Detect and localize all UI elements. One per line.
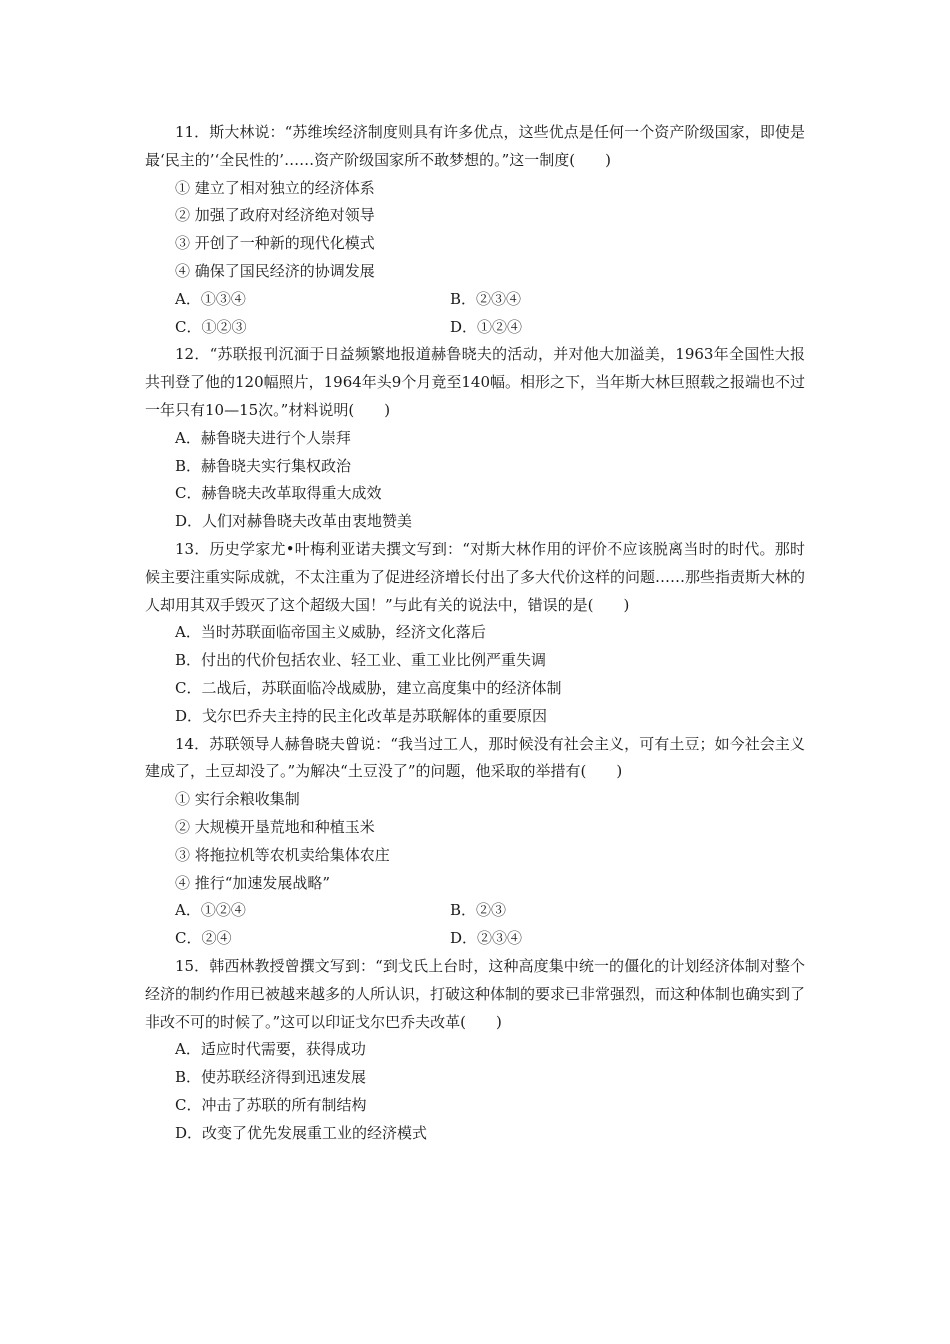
option-row — [175, 286, 805, 314]
option-c: C．②④ — [175, 929, 232, 948]
statement-item: ① 实行余粮收集制 — [175, 790, 300, 809]
option-c: C．二战后，苏联面临冷战威胁，建立高度集中的经济体制 — [175, 678, 562, 697]
question-15 — [145, 953, 805, 1148]
option-b: B．②③ — [450, 901, 507, 920]
document-page — [145, 119, 805, 1147]
statement-item: ① 建立了相对独立的经济体系 — [175, 178, 375, 197]
option-row — [175, 925, 805, 953]
question-12 — [145, 341, 805, 536]
option-d: D．②③④ — [450, 929, 523, 948]
question-stem: 14．苏联领导人赫鲁晓夫曾说：“我当过工人，那时候没有社会主义，可有土豆；如今社会主义建成了，土豆却没了。”为解决“土豆没了”的问题，他采取的举措有( ) — [145, 734, 805, 781]
question-14 — [145, 731, 805, 953]
statement-item: ④ 推行“加速发展战略” — [175, 873, 331, 892]
statement-item: ③ 开创了一种新的现代化模式 — [175, 234, 375, 253]
question-stem: 11．斯大林说：“苏维埃经济制度则具有许多优点，这些优点是任何一个资产阶级国家，即使是最‘民主的’‘全民性的’……资产阶级国家所不敢梦想的。”这一制度( ) — [145, 123, 805, 169]
option-a: A．赫鲁晓夫进行个人崇拜 — [175, 428, 351, 447]
statement-item: ③ 将拖拉机等农机卖给集体农庄 — [175, 845, 390, 864]
option-d: D．人们对赫鲁晓夫改革由衷地赞美 — [175, 512, 413, 531]
option-row — [175, 897, 805, 925]
option-row — [175, 314, 805, 342]
option-a: A．①②④ — [175, 901, 246, 920]
option-d: D．戈尔巴乔夫主持的民主化改革是苏联解体的重要原因 — [175, 706, 548, 725]
option-a: A．当时苏联面临帝国主义威胁，经济文化落后 — [175, 623, 486, 642]
option-b: B．赫鲁晓夫实行集权政治 — [175, 456, 352, 475]
question-stem: 13．历史学家尤•叶梅利亚诺夫撰文写到：“对斯大林作用的评价不应该脱离当时的时代。那时候主要注重实际成就，不太注重为了促进经济增长付出了多大代价这样的问题……那些指责斯大林的人却用其双手毁灭了这个超级大国！”与此有关的说法中，错误的是( ) — [145, 539, 806, 614]
option-c: C．①②③ — [175, 317, 247, 336]
question-stem: 12．“苏联报刊沉湎于日益频繁地报道赫鲁晓夫的活动，并对他大加溢美，1963年全国性大报共刊登了他的120幅照片，1964年头9个月竟至140幅。相形之下，当年斯大林巨照载之报端也不过一年只有10—15次。”材料说明( ) — [145, 345, 805, 419]
option-d: D．改变了优先发展重工业的经济模式 — [175, 1123, 428, 1142]
option-c: C．赫鲁晓夫改革取得重大成效 — [175, 484, 382, 503]
question-13 — [145, 536, 805, 731]
option-c: C．冲击了苏联的所有制结构 — [175, 1095, 367, 1114]
option-a: A．①③④ — [175, 289, 246, 308]
question-stem: 15．韩西林教授曾撰文写到：“到戈氏上台时，这种高度集中统一的僵化的计划经济体制对整个经济的制约作用已被越来越多的人所认识，打破这种体制的要求已非常强烈，而这种体制也确实到了非改不可的时候了。”这可以印证戈尔巴乔夫改革( ) — [145, 956, 806, 1031]
option-a: A．适应时代需要，获得成功 — [175, 1040, 366, 1059]
statement-item: ② 加强了政府对经济绝对领导 — [175, 206, 375, 225]
option-b: B．②③④ — [450, 289, 522, 308]
option-d: D．①②④ — [450, 317, 523, 336]
statement-item: ④ 确保了国民经济的协调发展 — [175, 261, 375, 280]
statement-item: ② 大规模开垦荒地和种植玉米 — [175, 817, 375, 836]
option-b: B．使苏联经济得到迅速发展 — [175, 1068, 367, 1087]
question-11 — [145, 119, 805, 341]
option-b: B．付出的代价包括农业、轻工业、重工业比例严重失调 — [175, 651, 547, 670]
